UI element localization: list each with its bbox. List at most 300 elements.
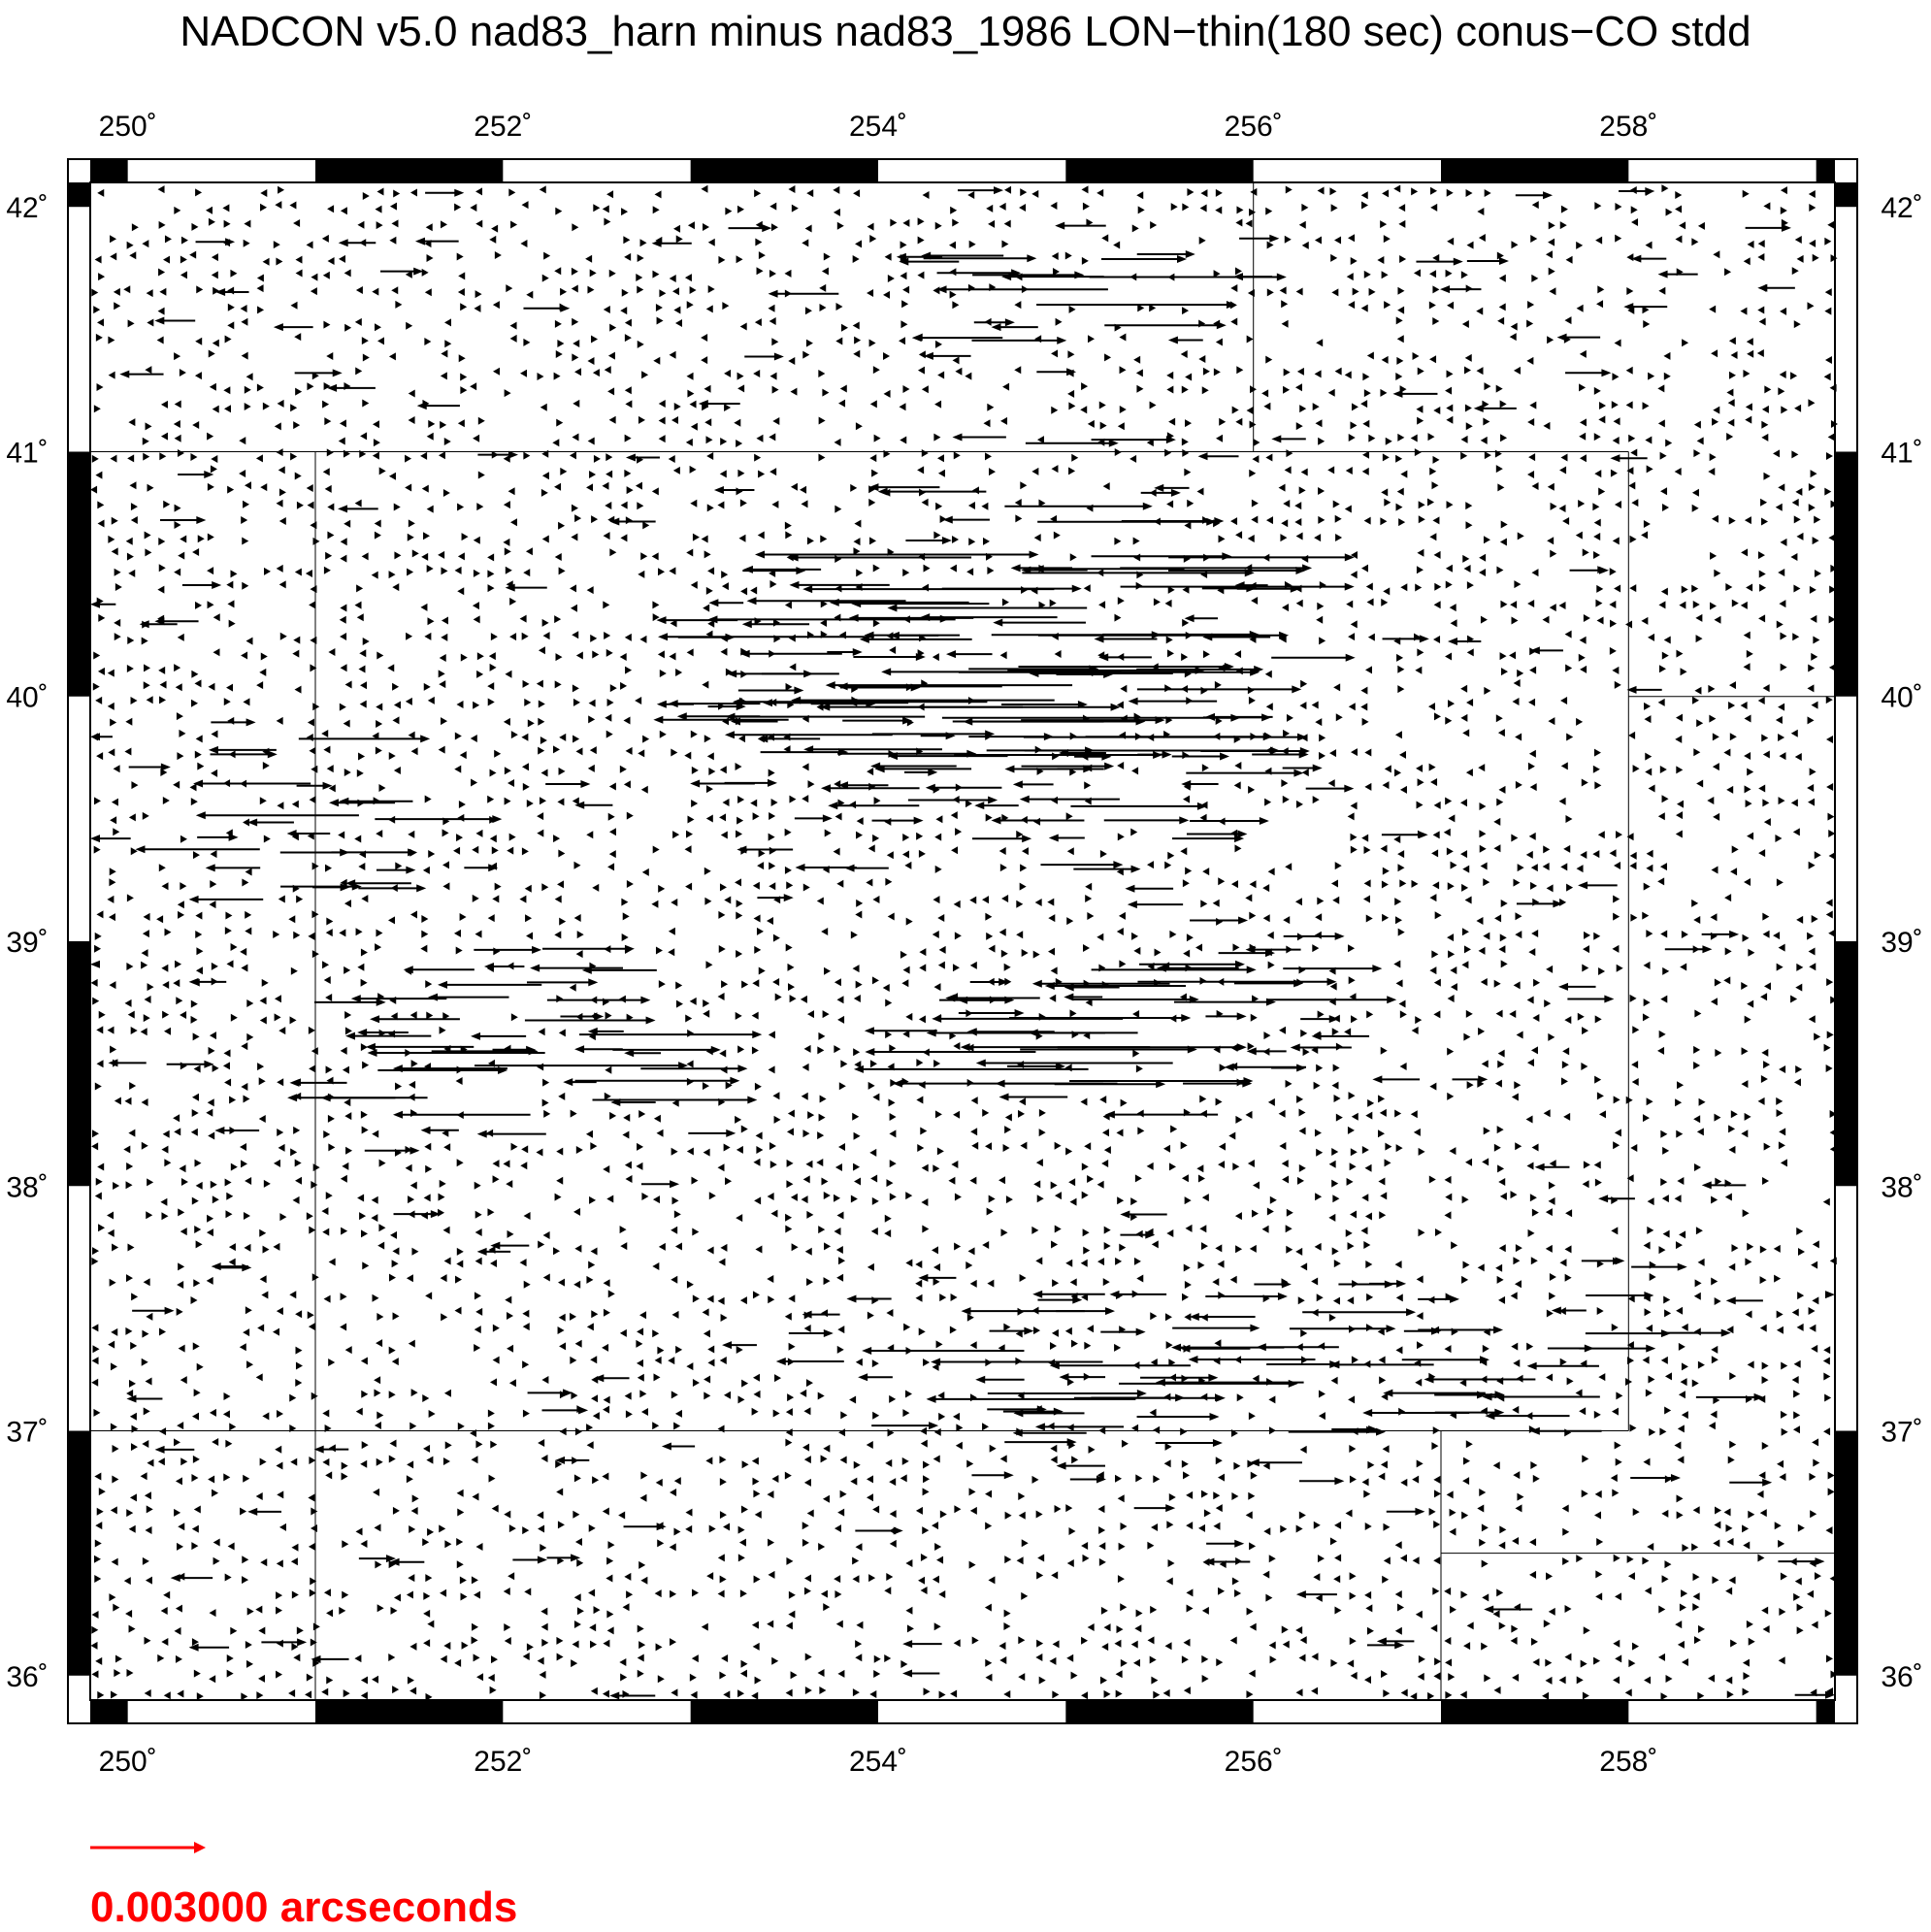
- shift-vector: [1366, 1010, 1373, 1018]
- shift-vector: [1348, 1127, 1355, 1134]
- shift-vector: [1364, 748, 1371, 756]
- shift-vector: [225, 927, 232, 934]
- shift-vector: [1279, 484, 1286, 492]
- shift-vector: [1798, 1248, 1805, 1256]
- shift-vector: [1658, 601, 1665, 608]
- shift-vector: [1611, 470, 1618, 477]
- shift-vector: [1481, 437, 1488, 444]
- shift-vector: [410, 910, 417, 918]
- shift-vector: [98, 668, 105, 675]
- shift-vector: [1662, 1147, 1669, 1155]
- shift-vector: [279, 488, 286, 496]
- shift-vector: [900, 403, 906, 410]
- shift-vector: [693, 534, 700, 541]
- shift-vector: [1418, 778, 1424, 786]
- shift-vector: [1657, 384, 1664, 392]
- shift-vector: [457, 814, 464, 822]
- shift-vector: [1663, 1230, 1670, 1238]
- shift-vector: [1033, 1326, 1040, 1334]
- shift-vector-head: [289, 1079, 299, 1087]
- shift-vector: [1235, 531, 1242, 539]
- shift-vector: [426, 223, 433, 231]
- shift-vector: [1369, 288, 1376, 296]
- shift-vector: [574, 802, 612, 809]
- shift-vector: [325, 485, 332, 493]
- shift-vector: [1598, 1373, 1605, 1381]
- shift-vector: [1714, 1114, 1720, 1122]
- shift-vector: [391, 286, 398, 294]
- shift-vector: [442, 882, 449, 890]
- shift-vector: [1559, 602, 1566, 609]
- shift-vector: [421, 1212, 428, 1220]
- shift-vector: [1249, 209, 1256, 216]
- shift-vector: [442, 616, 448, 624]
- shift-vector: [785, 531, 792, 539]
- shift-vector: [206, 207, 213, 214]
- shift-vector: [690, 500, 697, 508]
- shift-vector: [289, 1079, 346, 1087]
- shift-vector: [555, 320, 562, 328]
- shift-vector: [905, 537, 951, 544]
- shift-vector: [1495, 450, 1502, 458]
- shift-vector: [1531, 930, 1538, 937]
- shift-vector: [1139, 961, 1245, 968]
- shift-vector: [1594, 1162, 1601, 1169]
- shift-vector: [147, 484, 154, 492]
- shift-vector: [1196, 487, 1203, 495]
- shift-vector: [1530, 882, 1537, 890]
- shift-vector: [933, 1278, 940, 1286]
- shift-vector: [344, 966, 350, 974]
- shift-vector: [1626, 1097, 1633, 1104]
- shift-vector-head: [367, 1049, 376, 1057]
- shift-vector: [490, 770, 497, 777]
- shift-vector: [392, 583, 399, 591]
- shift-vector: [478, 417, 485, 425]
- shift-vector: [639, 1311, 646, 1319]
- shift-vector: [652, 1262, 659, 1270]
- shift-vector: [638, 1374, 644, 1382]
- shift-vector: [1515, 734, 1522, 741]
- shift-vector: [1187, 188, 1194, 196]
- shift-vector: [361, 1111, 368, 1119]
- shift-vector: [293, 219, 300, 227]
- shift-vector: [1617, 965, 1623, 972]
- shift-vector: [192, 1109, 199, 1117]
- shift-vector: [985, 913, 992, 921]
- shift-vector-head: [370, 1015, 379, 1023]
- shift-vector: [146, 1313, 152, 1321]
- shift-vector: [189, 978, 227, 986]
- shift-vector: [295, 1159, 302, 1166]
- shift-vector: [789, 1329, 834, 1337]
- shift-vector: [603, 601, 609, 608]
- shift-vector: [1086, 733, 1273, 740]
- shift-vector: [1381, 845, 1388, 853]
- shift-vector: [1083, 1228, 1090, 1236]
- frame-segment-top: [90, 159, 128, 182]
- shift-vector: [865, 1027, 937, 1034]
- shift-vector: [953, 1042, 960, 1050]
- shift-vector: [1136, 1064, 1143, 1072]
- shift-vector: [1101, 234, 1108, 242]
- shift-vector: [1461, 271, 1468, 278]
- shift-vector: [1330, 254, 1337, 262]
- shift-vector: [1214, 1339, 1221, 1347]
- shift-vector: [1299, 1128, 1306, 1135]
- shift-vector: [1797, 1324, 1804, 1331]
- shift-vector: [588, 437, 595, 444]
- shift-vector: [291, 967, 298, 975]
- shift-vector: [537, 373, 543, 380]
- shift-vector-head: [90, 961, 100, 968]
- shift-vector: [454, 930, 461, 937]
- shift-vector-head: [90, 601, 100, 608]
- shift-vector: [96, 1026, 103, 1033]
- shift-vector: [823, 1010, 830, 1018]
- shift-vector: [540, 185, 546, 193]
- shift-vector: [1329, 749, 1336, 757]
- shift-vector: [1263, 1031, 1270, 1039]
- shift-vector: [1116, 1129, 1123, 1136]
- shift-vector: [586, 1276, 593, 1284]
- shift-vector: [1697, 1128, 1704, 1135]
- shift-vector: [818, 454, 825, 462]
- shift-vector: [1169, 1015, 1176, 1023]
- shift-vector: [605, 366, 611, 374]
- shift-vector: [1298, 1109, 1305, 1117]
- shift-vector: [195, 372, 202, 379]
- shift-vector: [714, 486, 755, 494]
- shift-vector: [1400, 583, 1407, 591]
- shift-vector: [806, 1379, 813, 1387]
- shift-vector: [1725, 947, 1732, 955]
- shift-vector: [900, 241, 907, 248]
- shift-vector: [1626, 253, 1633, 261]
- shift-vector: [1133, 553, 1140, 561]
- shift-vector: [509, 633, 516, 640]
- shift-vector: [1764, 385, 1771, 393]
- shift-vector: [1461, 436, 1468, 443]
- shift-vector: [718, 1259, 725, 1266]
- shift-vector: [1829, 664, 1836, 671]
- frame-segment-bottom: [1065, 1700, 1253, 1723]
- shift-vector: [858, 1373, 893, 1381]
- shift-vector: [738, 535, 745, 542]
- frame-segment-left: [68, 941, 90, 1186]
- shift-vector: [439, 746, 445, 754]
- shift-vector: [1313, 796, 1320, 803]
- shift-vector: [1829, 852, 1836, 860]
- shift-vector: [590, 1142, 597, 1150]
- shift-vector: [776, 1358, 844, 1365]
- shift-vector-head: [454, 189, 464, 197]
- shift-vector: [324, 976, 331, 984]
- frame-segment-top: [1816, 159, 1835, 182]
- shift-vector: [287, 1094, 427, 1101]
- shift-vector-head: [1604, 995, 1614, 1002]
- shift-vector: [175, 435, 181, 442]
- shift-vector: [571, 1392, 577, 1399]
- shift-vector: [1414, 1129, 1421, 1136]
- shift-vector: [227, 486, 234, 494]
- shift-vector: [1808, 716, 1815, 724]
- shift-vector: [988, 978, 995, 986]
- shift-vector: [144, 664, 150, 671]
- shift-vector-head: [189, 896, 199, 903]
- shift-vector: [245, 1306, 252, 1314]
- shift-vector: [109, 981, 115, 989]
- shift-vector: [854, 1132, 861, 1140]
- shift-vector: [836, 880, 843, 888]
- shift-vector-head: [588, 978, 598, 986]
- shift-vector: [1303, 1048, 1310, 1056]
- shift-vector: [508, 188, 515, 196]
- shift-vector-head: [532, 946, 541, 954]
- shift-vector: [1105, 1111, 1218, 1119]
- shift-vector: [1182, 449, 1189, 457]
- shift-vector: [420, 945, 427, 953]
- shift-vector: [1312, 944, 1319, 952]
- shift-vector: [1283, 796, 1290, 803]
- shift-vector: [1449, 1147, 1456, 1155]
- shift-vector: [145, 531, 151, 539]
- shift-vector: [588, 765, 595, 772]
- shift-vector: [554, 483, 561, 491]
- shift-vector: [1728, 702, 1735, 709]
- shift-vector: [1183, 796, 1190, 803]
- shift-vector: [704, 418, 711, 426]
- shift-vector: [1247, 1047, 1287, 1055]
- shift-vector: [421, 1127, 459, 1134]
- shift-vector: [1795, 1065, 1802, 1073]
- shift-vector: [1825, 1291, 1835, 1298]
- shift-vector: [885, 878, 892, 886]
- shift-vector-head: [1049, 835, 1059, 842]
- shift-vector: [174, 207, 180, 214]
- shift-vector: [1048, 948, 1055, 956]
- shift-vector: [1827, 221, 1834, 229]
- shift-vector: [720, 470, 727, 477]
- shift-vector: [639, 636, 646, 643]
- shift-vector: [1761, 434, 1768, 442]
- shift-vector: [95, 697, 102, 704]
- shift-vector: [609, 518, 655, 526]
- shift-vector: [1709, 715, 1716, 723]
- shift-vector: [244, 1244, 250, 1252]
- shift-vector: [1315, 1129, 1322, 1136]
- shift-vector: [344, 1011, 351, 1019]
- shift-vector: [981, 503, 988, 510]
- shift-vector: [163, 256, 170, 264]
- shift-vector: [159, 452, 166, 460]
- shift-vector: [379, 1160, 386, 1167]
- shift-vector: [638, 416, 645, 424]
- shift-vector: [722, 582, 729, 590]
- shift-vector: [1646, 865, 1653, 872]
- shift-vector: [1614, 862, 1620, 869]
- shift-vector: [720, 1244, 727, 1252]
- shift-vector: [1708, 685, 1715, 693]
- shift-vector: [883, 352, 890, 360]
- shift-vector: [587, 357, 594, 365]
- shift-vector: [968, 538, 975, 545]
- shift-vector: [543, 1110, 550, 1118]
- shift-vector: [1066, 812, 1073, 820]
- shift-vector: [1384, 301, 1391, 309]
- shift-vector: [1284, 369, 1291, 377]
- shift-vector: [95, 472, 102, 479]
- shift-vector: [640, 552, 647, 560]
- shift-vector: [1826, 783, 1833, 791]
- shift-vector: [1040, 861, 1123, 868]
- shift-vector: [263, 762, 270, 770]
- shift-vector: [1182, 751, 1189, 759]
- shift-vector: [443, 1143, 450, 1151]
- shift-vector: [622, 933, 629, 941]
- shift-vector: [1466, 1010, 1473, 1018]
- shift-vector: [919, 964, 926, 971]
- shift-vector: [1694, 421, 1701, 429]
- shift-vector: [1662, 1195, 1669, 1202]
- shift-vector: [949, 242, 956, 249]
- shift-vector: [1249, 470, 1256, 477]
- shift-vector: [1271, 435, 1305, 442]
- shift-vector: [1036, 1159, 1043, 1166]
- shift-vector: [889, 1130, 896, 1137]
- shift-vector: [1693, 1046, 1700, 1054]
- shift-vector: [835, 555, 841, 563]
- shift-vector: [706, 452, 713, 460]
- shift-vector: [1251, 1014, 1258, 1022]
- shift-vector: [802, 763, 809, 770]
- shift-vector: [242, 878, 248, 886]
- frame-segment-right: [1835, 182, 1857, 207]
- shift-vector: [1828, 534, 1835, 541]
- shift-vector: [607, 863, 614, 870]
- shift-vector: [1214, 368, 1221, 376]
- shift-vector: [1235, 219, 1242, 227]
- shift-vector: [1679, 1230, 1686, 1238]
- shift-vector: [1760, 1276, 1767, 1284]
- shift-vector: [1530, 646, 1563, 654]
- shift-vector: [1333, 500, 1340, 508]
- shift-vector: [626, 747, 633, 755]
- shift-vector: [324, 1295, 331, 1303]
- shift-vector: [1453, 1075, 1489, 1083]
- shift-vector: [1483, 878, 1489, 886]
- shift-vector: [457, 1065, 464, 1073]
- shift-vector: [1431, 481, 1438, 489]
- shift-vector: [279, 580, 286, 588]
- shift-vector: [1033, 1180, 1040, 1188]
- shift-vector: [1758, 849, 1765, 857]
- shift-vector: [671, 899, 677, 906]
- shift-vector: [754, 1196, 761, 1204]
- shift-vector: [1712, 867, 1718, 874]
- shift-vector: [260, 1017, 267, 1025]
- shift-vector-head: [428, 994, 438, 1001]
- shift-vector: [1316, 616, 1323, 624]
- shift-vector: [753, 370, 760, 377]
- shift-vector: [94, 405, 101, 412]
- shift-vector: [409, 1210, 415, 1218]
- shift-vector: [1147, 1162, 1154, 1170]
- shift-vector: [256, 454, 263, 462]
- shift-vector: [1628, 732, 1635, 739]
- shift-vector: [1807, 933, 1814, 940]
- shift-vector: [273, 1328, 279, 1336]
- shift-vector: [849, 1396, 856, 1404]
- shift-vector: [1172, 1325, 1260, 1332]
- shift-vector: [999, 1094, 1068, 1101]
- shift-vector: [528, 1389, 573, 1396]
- shift-vector: [1746, 800, 1752, 807]
- shift-vector: [641, 786, 648, 794]
- shift-vector: [872, 1359, 879, 1367]
- shift-vector: [1745, 516, 1751, 524]
- shift-vector: [719, 945, 726, 953]
- shift-vector: [1440, 285, 1481, 293]
- shift-vector: [559, 918, 566, 926]
- shift-vector: [1130, 829, 1137, 836]
- shift-vector: [750, 586, 757, 594]
- shift-vector: [1526, 319, 1533, 327]
- shift-vector: [576, 651, 583, 659]
- shift-vector: [1445, 798, 1452, 805]
- shift-vector: [161, 401, 168, 409]
- shift-vector: [573, 736, 579, 743]
- shift-vector: [692, 767, 699, 774]
- shift-vector: [1352, 1280, 1358, 1288]
- shift-vector: [93, 306, 100, 313]
- shift-vector: [657, 1130, 664, 1137]
- shift-vector: [276, 258, 282, 266]
- shift-vector: [570, 1357, 576, 1364]
- shift-vector: [590, 269, 597, 277]
- shift-vector-head: [795, 864, 804, 871]
- shift-vector: [1031, 190, 1038, 198]
- shift-vector: [652, 271, 659, 278]
- shift-vector-head: [1702, 945, 1712, 953]
- shift-vector: [983, 538, 990, 545]
- shift-vector: [704, 1375, 710, 1383]
- shift-vector: [671, 1276, 677, 1284]
- shift-vector: [142, 1142, 148, 1150]
- shift-vector: [322, 961, 329, 968]
- shift-vector: [1055, 1225, 1062, 1232]
- shift-vector: [1301, 555, 1308, 563]
- shift-vector: [1759, 317, 1766, 325]
- shift-vector: [306, 570, 312, 577]
- shift-vector: [456, 834, 463, 841]
- shift-vector: [755, 1083, 762, 1091]
- shift-vector: [1172, 835, 1244, 842]
- shift-vector: [721, 571, 728, 578]
- shift-vector: [195, 751, 202, 759]
- shift-vector: [1396, 654, 1403, 662]
- shift-vector: [264, 1180, 271, 1188]
- shift-vector-head: [417, 402, 427, 409]
- shift-vector: [1592, 503, 1599, 510]
- shift-vector: [1418, 1228, 1424, 1236]
- shift-vector: [410, 1011, 417, 1019]
- shift-vector: [691, 423, 698, 431]
- shift-vector-head: [1225, 1064, 1234, 1071]
- shift-vector: [259, 1077, 266, 1085]
- shift-vector: [1830, 384, 1837, 392]
- shift-vector: [475, 1258, 482, 1265]
